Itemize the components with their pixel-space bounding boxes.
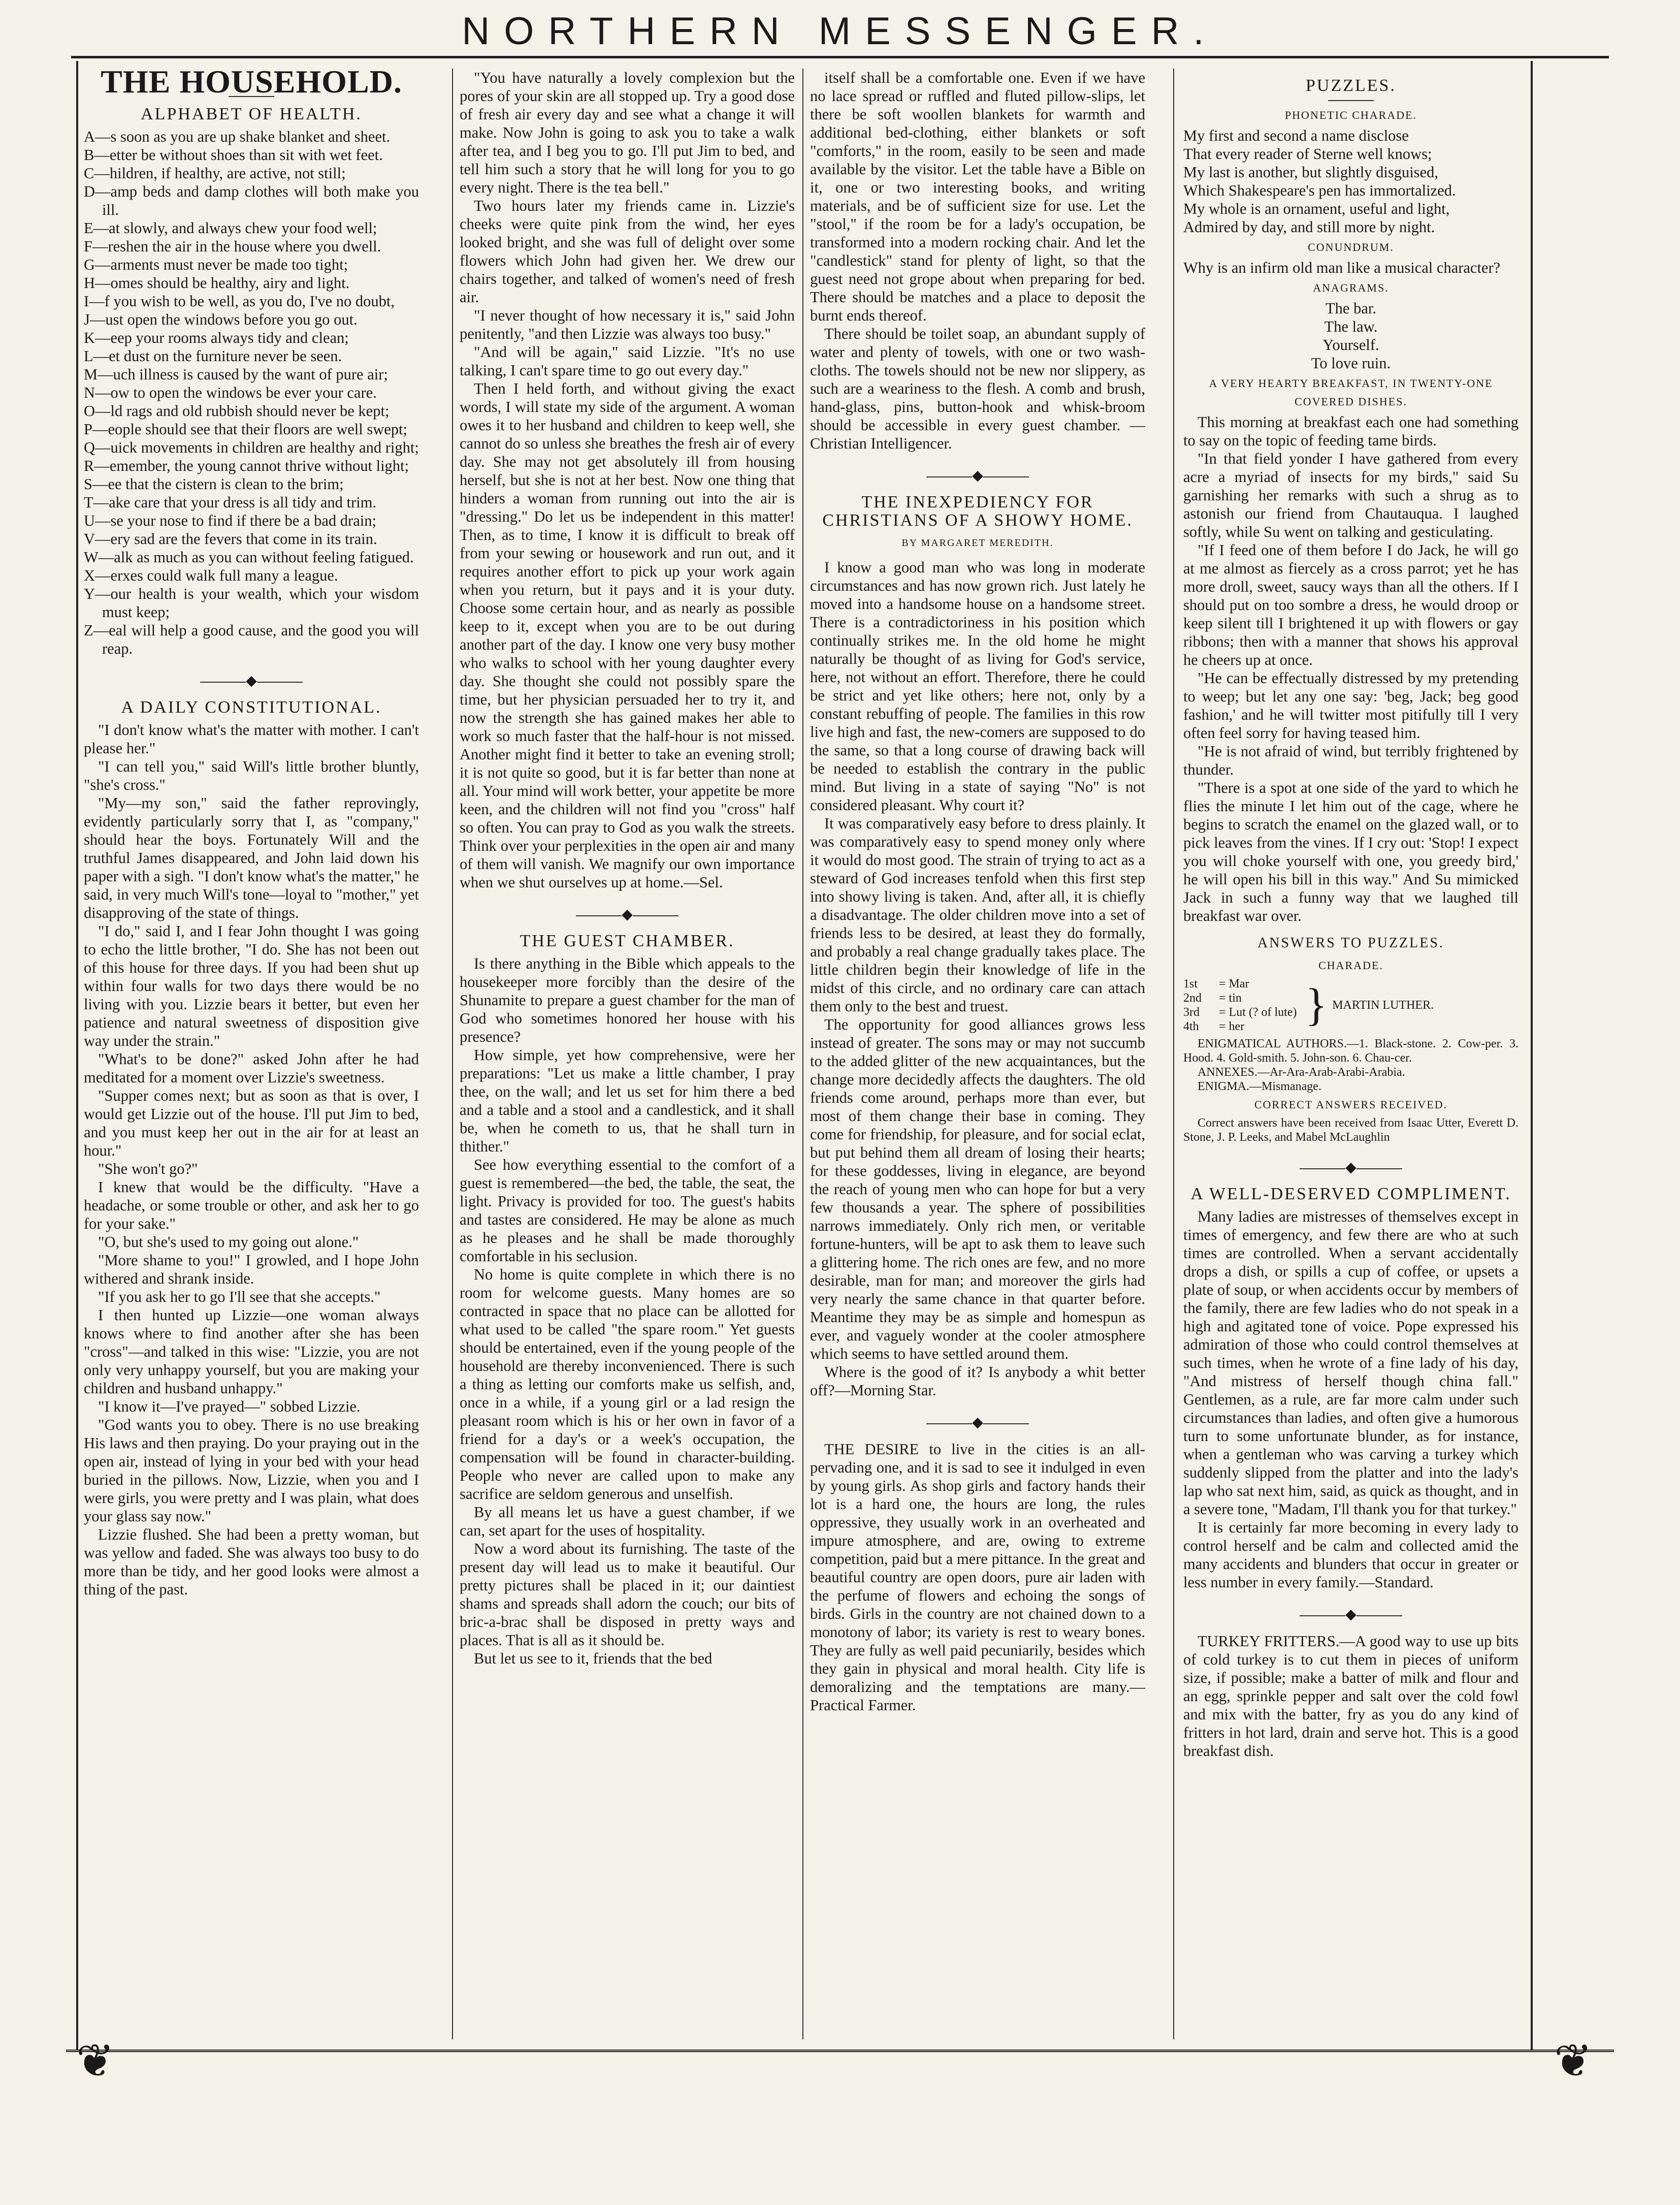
line: My whole is an ornament, useful and light, bbox=[1183, 200, 1450, 217]
divider bbox=[1328, 100, 1374, 101]
brace: } bbox=[1305, 980, 1328, 1030]
guest-chamber-article bbox=[460, 954, 795, 1668]
answer-value: = tin bbox=[1219, 992, 1242, 1005]
answers-enigma: ENIGMA.—Mismanage. bbox=[1198, 1080, 1321, 1093]
charade-heading: PHONETIC CHARADE. bbox=[1284, 109, 1417, 121]
desire-lead: THE DESIRE bbox=[824, 1441, 919, 1458]
paragraph: Two hours later my friends came in. Lizzie's cheeks were quite pink from the wind, her eyes looked bright, and she was full of delight over some flowers which John had given her. We drew our chairs together, and talked of women's need of fresh air. bbox=[460, 197, 795, 306]
paragraph: "I never thought of how necessary it is," said John penitently, "and then Lizzie was always too busy." bbox=[460, 307, 795, 342]
paragraph: Lizzie flushed. She had been a pretty woman, but was yellow and faded. She was always too busy to do more than be tidy, and her good looks were almost a thing of the past. bbox=[84, 1526, 419, 1598]
answer-value: = her bbox=[1219, 1020, 1245, 1033]
guest-chamber-title: THE GUEST CHAMBER. bbox=[520, 932, 735, 950]
fritters-paragraph bbox=[1183, 1632, 1519, 1760]
paragraph: By all means let us have a guest chamber, if we can, set apart for the uses of hospitality. bbox=[460, 1504, 795, 1539]
alphabet-line: I—f you wish to be well, as you do, I've no doubt, bbox=[84, 293, 395, 310]
alphabet-line: X—erxes could walk full many a league. bbox=[84, 567, 338, 584]
ornament-divider: ◆ bbox=[460, 906, 795, 924]
alphabet-line: R—emember, the young cannot thrive without light; bbox=[84, 457, 409, 474]
alphabet-line: W—alk as much as you can without feeling fatigued. bbox=[84, 549, 414, 566]
alphabet-line: H—omes should be healthy, airy and light. bbox=[84, 274, 350, 292]
column-1 bbox=[84, 69, 419, 2039]
answer-key: 2nd bbox=[1183, 992, 1202, 1005]
inexpediency-article bbox=[810, 558, 1145, 1399]
correct-text: Correct answers have been received from Isaac Utter, Everett D. Stone, J. P. Leeks, and Mabel McLaughlin bbox=[1183, 1116, 1519, 1144]
answer-value: = Lut (? of lute) bbox=[1219, 1006, 1297, 1019]
answer-key: 3rd bbox=[1183, 1006, 1200, 1019]
alphabet-line: Z—eal will help a good cause, and the good you will reap. bbox=[84, 622, 419, 657]
paragraph: "There is a spot at one side of the yard to which he flies the minute I let him out of the cage, where he begins to scratch the enamel on the glazed wall, or to pick leaves from the vines. If I cry out: 'Stop! I expect you will choke yourself with one, you greedy bird,' he will open his bill in this way." And Su mimicked Jack in such a funny way that we laughed till breakfast war over. bbox=[1183, 779, 1519, 924]
alphabet-line: D—amp beds and damp clothes will both make you ill. bbox=[84, 183, 419, 218]
line: Which Shakespeare's pen has immortalized. bbox=[1183, 182, 1456, 199]
paragraph: "I do," said I, and I fear John thought I was going to echo the little brother, "I do. She has not been out of this house for three days. If you had been shut up within four walls for two days there would be no living with you. Lizzie bears it better, but even her patience and natural sweetness of disposition give way under the strain." bbox=[84, 922, 419, 1049]
answers-charade-heading: CHARADE. bbox=[1318, 959, 1383, 972]
alphabet-line: U—se your nose to find if there be a bad drain; bbox=[84, 512, 376, 529]
line: Admired by day, and still more by night. bbox=[1183, 218, 1435, 236]
line: Yourself. bbox=[1322, 336, 1379, 354]
constitutional-continued bbox=[460, 69, 795, 891]
answer-row bbox=[1183, 991, 1300, 1005]
paragraph: It was comparatively easy before to dress plainly. It was comparatively easy to spend money only where it would do most good. The strain of trying to act as a steward of God increases tenfold when this first step into showy living is taken. And, after all, it is chiefly a disadvantage. The older children move into a set of friends less to be desired, at least they do formally, and probably a real change gradually takes place. The little children begin their knowledge of life in the midst of this circle, and no ordinary care can attach them only to the best and truest. bbox=[810, 815, 1145, 1015]
ornament-divider: ◆ bbox=[1183, 1606, 1519, 1624]
paragraph: "She won't go?" bbox=[98, 1160, 198, 1177]
answer-key: 1st bbox=[1183, 977, 1198, 990]
paragraph: itself shall be a comfortable one. Even if we have no lace spread or ruffled and fluted pillow-slips, let there be soft woollen blankets for warmth and additional bed-clothing, either blankets or soft "comforts," in the room, easily to be seen and made available by the visitor. Let the table have a Bible on it, one or two interesting books, and writing materials, and be of sufficient size for use. Let the "stool," if the room be for a lady's occupation, be transformed into a modern rocking chair. And let the "candlestick" stand for plenty of light, so that the guest need not grope about when preparing for bed. There should be matches and a place to deposit the burnt ends thereof. bbox=[810, 69, 1145, 324]
corner-ornament-left: ❦ bbox=[76, 2034, 115, 2088]
answers-charade bbox=[1183, 977, 1519, 1034]
alphabet-line: F—reshen the air in the house where you dwell. bbox=[84, 238, 381, 255]
paragraph: "I know it—I've prayed—" sobbed Lizzie. bbox=[98, 1398, 361, 1415]
conundrum-text: Why is an infirm old man like a musical character? bbox=[1183, 259, 1501, 276]
answers-whole: MARTIN LUTHER. bbox=[1332, 999, 1434, 1012]
paragraph: There should be toilet soap, an abundant supply of water and plenty of towels, with one or two wash-cloths. The towels should not be new nor slippery, as such are a weariness to the flesh. A comb and brush, hand-glass, pins, button-hook and whisk-broom should be accessible in every guest chamber. —Christian Intelligencer. bbox=[810, 325, 1145, 452]
alphabet-line: B—etter be without shoes than sit with wet feet. bbox=[84, 146, 383, 164]
inexpediency-title: THE INEXPEDIENCY FOR CHRISTIANS OF A SHOWY HOME. bbox=[822, 493, 1133, 530]
alphabet-line: O—ld rags and old rubbish should never be kept; bbox=[84, 402, 390, 420]
alphabet-line: N—ow to open the windows be ever your care. bbox=[84, 384, 377, 401]
column-4 bbox=[1183, 69, 1519, 2039]
alphabet-line: P—eople should see that their floors are well swept; bbox=[84, 421, 407, 438]
alphabet-title: ALPHABET OF HEALTH. bbox=[141, 105, 362, 123]
answer-row bbox=[1183, 977, 1300, 991]
paragraph: But let us see to it, friends that the bed bbox=[474, 1650, 713, 1667]
answers-title: ANSWERS TO PUZZLES. bbox=[1257, 935, 1444, 951]
answer-key: 4th bbox=[1183, 1020, 1199, 1033]
alphabet-list bbox=[84, 127, 419, 658]
paragraph: How simple, yet how comprehensive, were her preparations: "Let us make a little chamber, I pray thee, on the wall; and let us set for him there a bed and a table and a stool and a candlestick, and it shall be, when he cometh to us, that he shall turn in thither." bbox=[460, 1046, 795, 1155]
guest-chamber-continued bbox=[810, 69, 1145, 453]
breakfast-article bbox=[1183, 413, 1519, 925]
alphabet-line: K—eep your rooms always tidy and clean; bbox=[84, 329, 349, 346]
line: My last is another, but slightly disguised, bbox=[1183, 164, 1439, 181]
answers-rows bbox=[1183, 977, 1300, 1034]
constitutional-title: A DAILY CONSTITUTIONAL. bbox=[121, 698, 382, 717]
constitutional-article bbox=[84, 721, 419, 1599]
fritters-lead: TURKEY FRITTERS. bbox=[1198, 1633, 1340, 1650]
answers-annexes: ANNEXES.—Ar-Ara-Arab-Arabi-Arabia. bbox=[1198, 1066, 1405, 1079]
household-title: THE HOUSEHOLD. bbox=[101, 69, 402, 100]
charade-verse bbox=[1183, 126, 1519, 236]
paragraph: It is certainly far more becoming in every lady to control herself and be calm and collected amid the many accidents and blunders that occur in greater or less number in every family.—Standard. bbox=[1183, 1519, 1519, 1591]
alphabet-line: E—at slowly, and always chew your food well; bbox=[84, 219, 377, 237]
paragraph: "In that field yonder I have gathered from every acre a myriad of insects for my birds," said Su garnishing her remarks with such a shrug as to astonish our friend from Chautauqua. I laughed softly, while Su went on talking and gesticulating. bbox=[1183, 450, 1519, 540]
line: That every reader of Sterne well knows; bbox=[1183, 145, 1432, 163]
byline: BY MARGARET MEREDITH. bbox=[901, 537, 1054, 549]
paragraph: I knew that would be the difficulty. "Have a headache, or some trouble or other, and ask her to go for your sake." bbox=[84, 1178, 419, 1232]
puzzles-title: PUZZLES. bbox=[1306, 76, 1396, 95]
ornament-divider: ◆ bbox=[84, 672, 419, 690]
column-rule bbox=[802, 69, 803, 2039]
paragraph: No home is quite complete in which there is no room for welcome guests. Many homes are so contracted in space that no place can be allotted for what used to be called "the spare room." Yet guests should be entertained, even if the young people of the household are thereby inconvenienced. There is such a thing as letting our comforts make us selfish, and, once in a while, if a young girl or a lad resign the pleasant room which is his or her own in favor of a friend for a day's or a week's occupation, the compensation will be found in character-building. People who never are called upon to make any sacrifice are seldom generous and unselfish. bbox=[460, 1266, 795, 1503]
alphabet-line: S—ee that the cistern is clean to the brim; bbox=[84, 475, 344, 493]
answers-enigmatical: ENIGMATICAL AUTHORS.—1. Black-stone. 2. Cow-per. 3. Hood. 4. Gold-smith. 5. John-son. 6. Chau-cer. bbox=[1183, 1037, 1519, 1065]
compliment-title: A WELL-DESERVED COMPLIMENT. bbox=[1190, 1185, 1511, 1203]
paragraph: See how everything essential to the comfort of a guest is remembered—the bed, the table, the seat, the light. Privacy is provided for too. The guest's habits and tastes are considered. He may be alone as much as he pleases and he shall be made thoroughly comfortable in his seclusion. bbox=[460, 1156, 795, 1265]
line: The law. bbox=[1324, 318, 1378, 335]
anagrams-list bbox=[1183, 299, 1519, 372]
alphabet-line: M—uch illness is caused by the want of pure air; bbox=[84, 366, 388, 383]
paragraph: "He can be effectually distressed by my pretending to weep; but let any one say: 'beg, Jack; beg good fashion,' and he will twitter most pitifully till I very often feel sorry for having teased him. bbox=[1183, 669, 1519, 742]
ornament-divider: ◆ bbox=[810, 467, 1145, 485]
masthead: NORTHERN MESSENGER. bbox=[462, 10, 1218, 53]
column-rule bbox=[1173, 69, 1174, 2039]
answer-row bbox=[1183, 1019, 1300, 1034]
paragraph: "You have naturally a lovely complexion but the pores of your skin are all stopped up. Try a good dose of fresh air every day and see what a change it will make. Now John is going to ask you to take a walk after tea, and I beg you to go. I'll put Jim to bed, and tell him such a story that he will long for you to go every night. There is the tea bell." bbox=[460, 69, 795, 196]
paragraph: "What's to be done?" asked John after he had meditated for a moment over Lizzie's sweetness. bbox=[84, 1050, 419, 1086]
compliment-article bbox=[1183, 1207, 1519, 1591]
line: To love ruin. bbox=[1311, 355, 1391, 372]
anagrams-heading: ANAGRAMS. bbox=[1313, 281, 1389, 294]
line: My first and second a name disclose bbox=[1183, 127, 1409, 144]
alphabet-line: G—arments must never be made too tight; bbox=[84, 256, 348, 273]
alphabet-line: Q—uick movements in children are healthy and right; bbox=[84, 439, 419, 456]
alphabet-line: A—s soon as you are up shake blanket and sheet. bbox=[84, 128, 391, 145]
desire-text: to live in the cities is an all-pervading one, and it is sad to see it indulged in even by young girls. As shop girls and factory hands their lot is a hard one, the hours are long, the rules oppressive, they usually work in an overheated and impure atmosphere, and are, owing to extreme competition, paid but a mere pittance. In the great and beautiful country are open doors, pure air laden with the perfume of flowers and echoing the songs of birds. Girls in the country are not chained down to a monotony of labor; its variety is rest to weary bones. They are fully as well paid pecuniarily, besides which they gain in physical and moral health. City life is demoralizing and the temptations are many.—Practical Farmer. bbox=[810, 1441, 1145, 1714]
paragraph: Now a word about its furnishing. The taste of the present day will lead us to make it beautiful. Our pretty pictures shall be placed in it; our daintiest shams and spreads shall adorn the couch; our bits of bric-a-brac shall be disposed in pretty ways and places. That is all as it should be. bbox=[460, 1540, 795, 1649]
alphabet-line: J—ust open the windows before you go out. bbox=[84, 311, 358, 328]
paragraph: "He is not afraid of wind, but terribly frightened by thunder. bbox=[1183, 743, 1519, 778]
correct-heading: CORRECT ANSWERS RECEIVED. bbox=[1254, 1098, 1448, 1111]
paragraph: "And will be again," said Lizzie. "It's no use talking, I can't spare time to go out every day." bbox=[460, 343, 795, 379]
paragraph: Is there anything in the Bible which appeals to the housekeeper more forcibly than the desire of the Shunamite to prepare a guest chamber for the man of God who sometimes honored her house with his presence? bbox=[460, 955, 795, 1045]
corner-ornament-right: ❦ bbox=[1554, 2034, 1593, 2088]
column-3 bbox=[810, 69, 1145, 2039]
paragraph: "I can tell you," said Will's little brother bluntly, "she's cross." bbox=[84, 758, 419, 793]
fritters-text: —A good way to use up bits of cold turkey is to cut them in pieces of uniform size, if possible; make a batter of milk and flour and an egg, sprinkle pepper and salt over the cold fowl and mix with the batter, fry as you do any kind of fritters in hot lard, drain and serve hot. This is a good breakfast dish. bbox=[1183, 1633, 1519, 1760]
answer-value: = Mar bbox=[1219, 977, 1249, 990]
paragraph: I then hunted up Lizzie—one woman always knows where to find another after she has been "cross"—and talked in this wise: "Lizzie, you are not only very unhappy yourself, but you are making your children and husband unhappy." bbox=[84, 1306, 419, 1397]
paragraph: Where is the good of it? Is anybody a whit better off?—Morning Star. bbox=[810, 1363, 1145, 1399]
paragraph: "God wants you to obey. There is no use breaking His laws and then praying. Do your praying out in the open air, instead of lying in your bed with your head buried in the pillows. Now, Lizzie, when you and I were girls, you were pretty and I was plain, what does your glass say now." bbox=[84, 1416, 419, 1525]
bottom-rule bbox=[66, 2050, 1614, 2052]
desire-paragraph bbox=[810, 1440, 1145, 1714]
top-rule bbox=[71, 56, 1609, 58]
paragraph: I know a good man who was long in moderate circumstances and has now grown rich. Just lately he moved into a handsome house on a handsome street. There is a contradictoriness in his position which continually strikes me. In the old home he might naturally be thought of as living for God's service, here, not without an effort. Therefore, there he could be strict and yet like others; here not, only by a constant rebuffing of people. The families in this row live high and fast, the new-comers are supposed to do the same, so that a long course of drawing back will be needed to establish the contrary in the public mind. But living in a state of saying "No" is not considered pleasant. Why court it? bbox=[810, 559, 1145, 814]
paragraph: This morning at breakfast each one had something to say on the topic of feeding tame birds. bbox=[1183, 413, 1519, 449]
paragraph: Then I held forth, and without giving the exact words, I will state my side of the argument. A woman owes it to her husband and children to keep well, she cannot do so unless she breathes the fresh air of every day. She may not get absolutely ill from housing herself, but she is not at her best. Now one thing that hinders a woman from running out into the air is "dressing." Do let us be independent in this matter! Then, as to time, I know it is difficult to break off from your sewing or housework and run out, and it requires another effort to pick up your work again when you return, but it pays and it is your duty. Choose some certain hour, and as nearly as possible keep to it, except when you are to be out during another part of the day. I know one very busy mother who walks to school with her young daughter every day. She thought she could not possibly spare the time, but her physician persuaded her to try it, and now the strength she has gained makes her able to work so much faster that the half-hour is not missed. Another might find it better to take an evening stroll; it is not quite so good, but it is far better than none at all. Your mind will work better, your appetite be more keen, and the children will not find you "cross" half so often. You can pray to God as you walk the streets. Think over your perplexities in the open air and many of them will vanish. We magnify our own importance when we shut ourselves up at home.—Sel. bbox=[460, 380, 795, 891]
alphabet-line: C—hildren, if healthy, are active, not still; bbox=[84, 165, 346, 182]
alphabet-line: T—ake care that your dress is all tidy and trim. bbox=[84, 494, 376, 511]
ornament-divider: ◆ bbox=[1183, 1159, 1519, 1177]
paragraph: "If you ask her to go I'll see that she accepts." bbox=[98, 1288, 381, 1305]
paragraph: "If I feed one of them before I do Jack, he will go at me almost as fiercely as a cross parrot; yet he has more droll, sweet, saucy ways than all the others. If I should put on too sombre a dress, he would droop or keep silent till I brightened it up with flowers or gay ribbons; then with a manner that shows his approval he cheers up at once. bbox=[1183, 541, 1519, 668]
paragraph: "More shame to you!" I growled, and I hope John withered and shrank inside. bbox=[84, 1252, 419, 1287]
paragraph: "O, but she's used to my going out alone." bbox=[98, 1233, 359, 1251]
paragraph: "My—my son," said the father reprovingly, evidently particularly sorry that I, as "company," should hear the boys. Fortunately Will and the truthful James disappeared, and John laid down his paper with a sigh. "I don't know what's the matter," he said, in very much Will's tone—loyal to "mother," yet disapproving of the state of things. bbox=[84, 794, 419, 921]
paragraph: Many ladies are mistresses of themselves except in times of emergency, and few there are who at such times are controlled. When a servant accidentally drops a dish, or spills a cup of coffee, or upsets a plate of soup, or when accidents occur by members of the family, there are few ladies who do not speak in a high and agitated tone of voice. Pope expressed his admiration of those who could control themselves at such times, when he wrote of a fine lady of his day, "And mistress of herself though china fall." Gentlemen, as a rule, are far more calm under such circumstances than ladies, and often give a humorous turn to some unfortunate blunder, as for instance, when a gentleman who was carving a turkey which suddenly slipped from the platter and into the lady's lap who sat next him, said, as quick as thought, and in a severe tone, "Madam, I'll thank you for that turkey." bbox=[1183, 1208, 1519, 1518]
alphabet-line: L—et dust on the furniture never be seen. bbox=[84, 347, 342, 365]
line: The bar. bbox=[1326, 300, 1376, 317]
conundrum-heading: CONUNDRUM. bbox=[1308, 241, 1394, 253]
breakfast-heading: A VERY HEARTY BREAKFAST, IN TWENTY-ONE COVERED DISHES. bbox=[1209, 377, 1493, 408]
alphabet-line: Y—our health is your wealth, which your wisdom must keep; bbox=[84, 585, 419, 621]
column-2 bbox=[460, 69, 795, 2039]
paragraph: "Supper comes next; but as soon as that is over, I would get Lizzie out of the house. I'll put Jim to bed, and you must keep her out in the air for at least an hour." bbox=[84, 1087, 419, 1159]
column-rule bbox=[452, 69, 453, 2039]
alphabet-line: V—ery sad are the fevers that come in its train. bbox=[84, 530, 377, 548]
answer-row bbox=[1183, 1005, 1300, 1019]
ornament-divider: ◆ bbox=[810, 1414, 1145, 1432]
paragraph: The opportunity for good alliances grows less instead of greater. The sons may or may not succumb to the added glitter of the new acquaintances, but the change more decidedly affects the daughters. The old friends come around, perhaps more than ever, but most of them change their base in coming. They come for friendship, for pleasure, and for social eclat, but put behind them all dream of losing their hearts; for these goddesses, living in elegance, are beyond the reach of young men who can hope for but a very few thousands a year. The sphere of possibilities narrows immediately. Only rich men, or veritable fortune-hunters, will be apt to ask them to leave such a glittering home. The rich ones are few, and no more desirable, man for man; and moreover the girls had very nearly the same chance in that quarter before. Meantime they may be as simple and homespun as ever, and vaguely wonder at the cooler atmosphere which seems to have settled around them. bbox=[810, 1016, 1145, 1362]
paragraph: "I don't know what's the matter with mother. I can't please her." bbox=[84, 721, 419, 757]
